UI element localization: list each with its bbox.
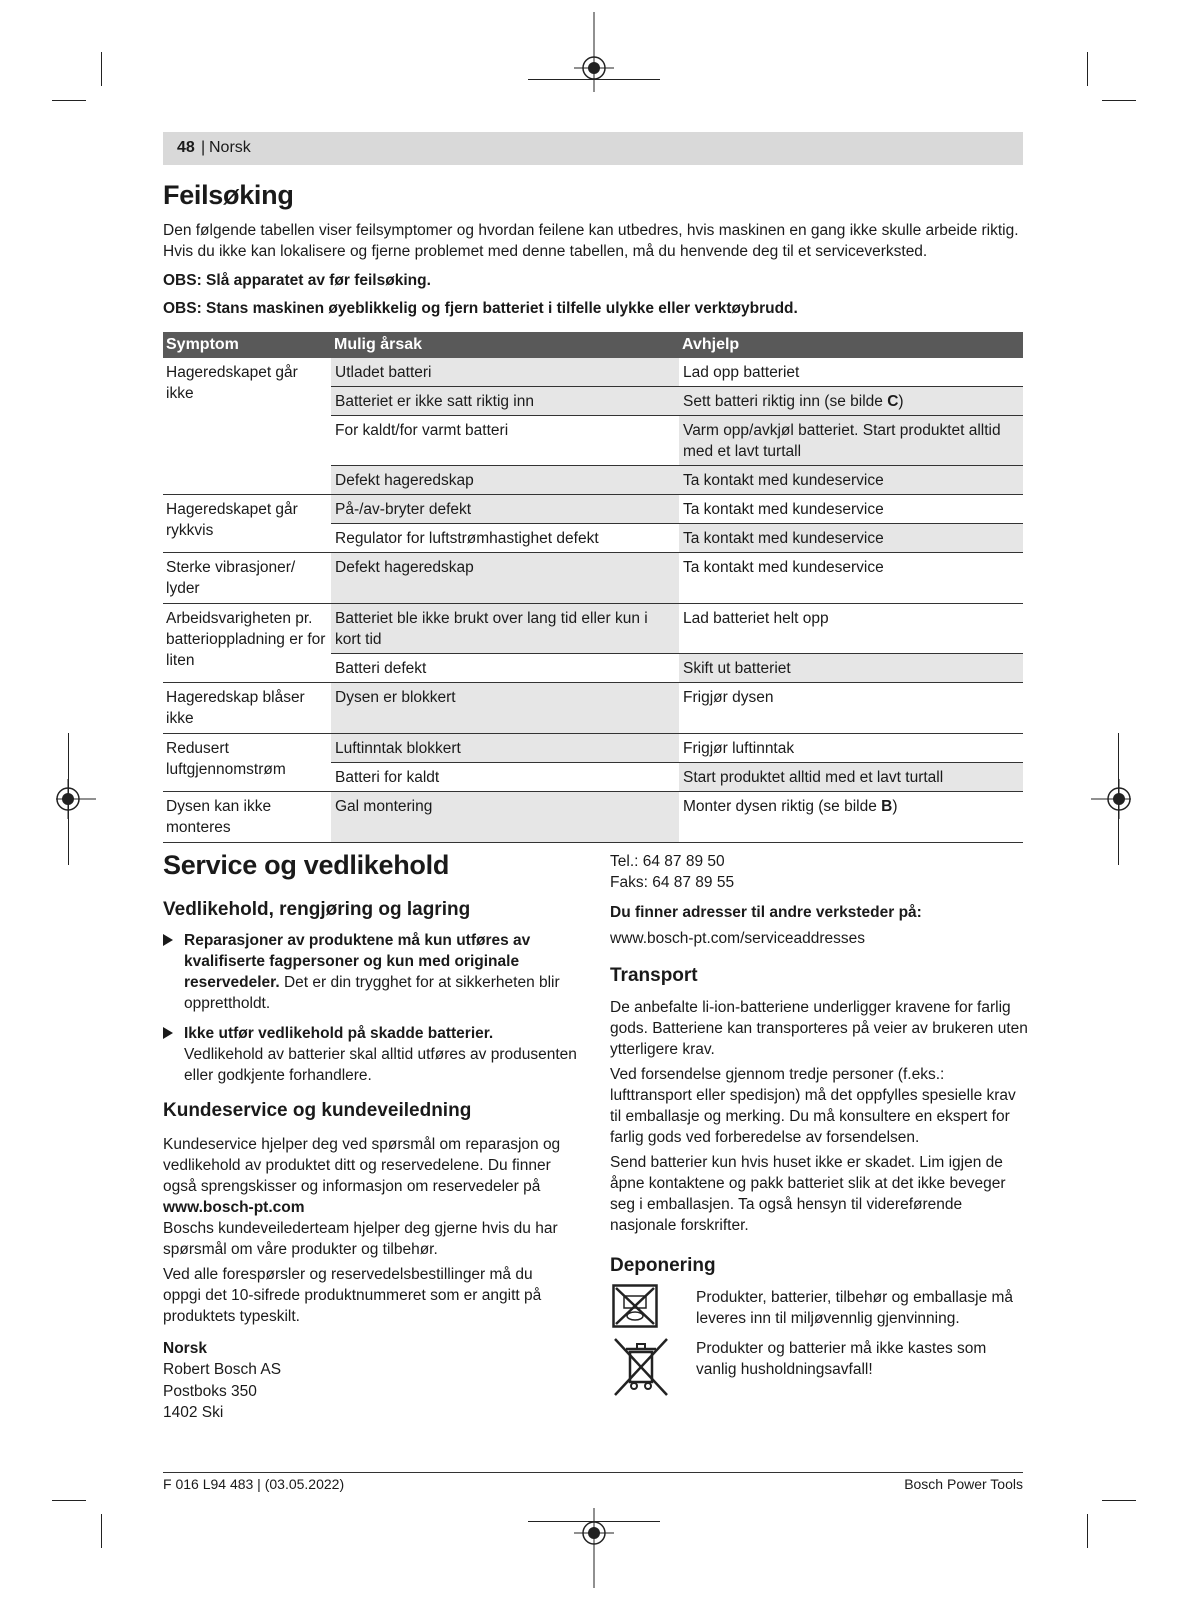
crop-mark: [52, 1500, 86, 1501]
crop-mark: [1102, 1500, 1136, 1501]
cause-cell: Dysen er blokkert: [331, 683, 679, 733]
page-header: [163, 132, 1023, 165]
remedy-cell: [679, 792, 1023, 842]
table-row: [331, 415, 1023, 465]
figure-ref: B: [881, 798, 893, 815]
table-row: [331, 553, 1023, 603]
registration-mark-icon: [1091, 779, 1131, 819]
footer-divider: [163, 1472, 1023, 1473]
symptom-cell: Sterke vibrasjoner/ lyder: [166, 559, 296, 597]
cause-cell: På-/av-bryter defekt: [331, 495, 679, 523]
table-group: [163, 495, 1023, 553]
customer-service-text: [163, 1134, 573, 1218]
table-row: [331, 358, 1023, 386]
transport-title: Transport: [610, 965, 698, 986]
obs-stop-machine: OBS: Stans maskinen øyeblikkelig og fjern batteriet i tilfelle ulykke eller verktøybrudd.: [163, 300, 798, 317]
obs-switch-off: OBS: Slå apparatet av før feilsøking.: [163, 272, 431, 289]
registration-mark-icon: [56, 779, 96, 819]
cause-cell: Luftinntak blokkert: [331, 734, 679, 762]
table-group: [163, 792, 1023, 843]
symptom-cell: Arbeidsvarigheten pr. batterioppladning er for liten: [166, 610, 326, 669]
symptom-cell: Hageredskap blåser ikke: [166, 689, 305, 727]
symptom-cell: Redusert luftgjennomstrøm: [166, 740, 286, 778]
page-number: 48: [177, 139, 195, 156]
footer-doc-id: F 016 L94 483 | (03.05.2022): [163, 1476, 345, 1492]
crop-mark: [52, 100, 86, 101]
remedy-cell: Skift ut batteriet: [679, 654, 1023, 682]
disposal-text-2: Produkter og batterier må ikke kastes som vanlig husholdningsavfall!: [696, 1340, 987, 1378]
advisor-team-text: Boschs kundeveilederteam hjelper deg gjerne hvis du har spørsmål om våre produkter og tilbehør.: [163, 1220, 558, 1258]
bullet-triangle-icon: [163, 934, 173, 946]
remedy-text-end: ): [892, 798, 898, 815]
header-separator: |: [201, 139, 206, 156]
bullet-bold-text: Reparasjoner av produktene må kun utføres av kvalifiserte fagpersoner og kun med originale reservedeler.: [184, 932, 531, 991]
table-group: [163, 734, 1023, 792]
service-title: Service og vedlikehold: [163, 850, 450, 880]
cause-cell: Batteriet er ikke satt riktig inn: [331, 387, 679, 415]
table-row: [331, 604, 1023, 653]
remedy-cell: Ta kontakt med kundeservice: [683, 501, 884, 518]
cause-text: Gal montering: [335, 798, 433, 815]
table-group: [163, 604, 1023, 683]
recycling-icon: [612, 1284, 658, 1328]
table-row: [331, 792, 1023, 842]
table-row: [331, 523, 1023, 552]
table-row: [331, 762, 1023, 791]
troubleshooting-title: Feilsøking: [163, 180, 294, 210]
cause-cell: Defekt hageredskap: [331, 553, 679, 603]
remedy-cell: Lad opp batteriet: [683, 364, 800, 381]
fax-number: Faks: 64 87 89 55: [610, 874, 735, 891]
address-company: Robert Bosch AS: [163, 1361, 282, 1378]
cause-cell: Batteri for kaldt: [331, 763, 679, 791]
figure-ref: C: [887, 393, 899, 410]
remedy-cell: Frigjør luftinntak: [683, 740, 795, 757]
table-row: [331, 653, 1023, 682]
remedy-cell: Ta kontakt med kundeservice: [683, 559, 884, 576]
bullet-triangle-icon: [163, 1027, 173, 1039]
remedy-text: Monter dysen riktig (se bilde: [683, 798, 882, 815]
footer-brand: Bosch Power Tools: [904, 1476, 1023, 1492]
crossed-bin-icon: [612, 1336, 670, 1398]
bullet-damaged-batteries: [163, 1023, 583, 1086]
phone-number: Tel.: 64 87 89 50: [610, 853, 725, 870]
header-symptom: Symptom: [166, 336, 239, 353]
cause-cell: Regulator for luftstrømhastighet defekt: [331, 524, 679, 552]
remedy-cell: Ta kontakt med kundeservice: [679, 466, 1023, 494]
remedy-cell: Frigjør dysen: [683, 689, 774, 706]
bullet-bold-text: Ikke utfør vedlikehold på skadde batterier.: [184, 1025, 494, 1042]
service-addresses-link[interactable]: www.bosch-pt.com/serviceaddresses: [610, 930, 865, 947]
header-cause: Mulig årsak: [334, 336, 423, 353]
header-remedy: Avhjelp: [682, 336, 740, 353]
cause-cell: Defekt hageredskap: [331, 466, 679, 494]
cause-cell: Utladet batteri: [331, 358, 679, 386]
header-language: Norsk: [209, 139, 251, 156]
symptom-cell: Dysen kan ikke monteres: [166, 798, 272, 836]
customer-service-p1: Kundeservice hjelper deg ved spørsmål om reparasjon og vedlikehold av produktet ditt og reservedelene. Du finner også sprengskisser og informasjon om reservedeler på: [163, 1136, 561, 1195]
table-group: [163, 358, 1023, 495]
crop-mark: [1087, 52, 1088, 86]
maintenance-title: Vedlikehold, rengjøring og lagring: [163, 899, 471, 920]
table-row: [331, 386, 1023, 415]
cause-cell: Batteri defekt: [331, 654, 679, 682]
transport-text-2: Ved forsendelse gjennom tredje personer (f.eks.: lufttransport eller spedisjon) må det oppfylles spesielle krav til emballasje og merking. Du må konsultere en ekspert for farlig gods ved forberedelse av forsendelsen.: [610, 1066, 1016, 1146]
remedy-cell: [679, 387, 1023, 415]
disposal-title: Deponering: [610, 1255, 716, 1276]
symptom-cell: Hageredskapet går rykkvis: [166, 501, 298, 539]
remedy-cell: Varm opp/avkjøl batteriet. Start produktet alltid med et lavt turtall: [679, 416, 1023, 465]
cause-cell: For kaldt/for varmt batteri: [331, 416, 679, 465]
crop-mark: [101, 1514, 102, 1548]
address-city: 1402 Ski: [163, 1404, 224, 1421]
transport-text-1: De anbefalte li-ion-batteriene underligger kravene for farlig gods. Batteriene kan transporteres på veier av brukeren uten ytterligere krav.: [610, 999, 1028, 1058]
troubleshooting-table: [163, 332, 1023, 843]
remedy-cell: Ta kontakt med kundeservice: [679, 524, 1023, 552]
crop-mark: [1087, 1514, 1088, 1548]
cause-cell: Batteriet ble ikke brukt over lang tid eller kun i kort tid: [331, 604, 679, 653]
table-header-row: [163, 332, 1023, 358]
crop-mark: [1102, 100, 1136, 101]
disposal-text-1: Produkter, batterier, tilbehør og emballasje må leveres inn til miljøvennlig gjenvinning.: [696, 1289, 1014, 1327]
bullet-repairs: [163, 930, 578, 1014]
bullet-text: Vedlikehold av batterier skal alltid utføres av produsenten eller godkjente forhandlere.: [184, 1046, 577, 1084]
troubleshooting-intro-2: Hvis du ikke kan lokalisere og fjerne problemet med denne tabellen, må du henvende deg til et serviceverksted.: [163, 243, 928, 260]
table-row: [331, 495, 1023, 523]
transport-text-3: Send batterier kun hvis huset ikke er skadet. Lim igjen de åpne kontaktene og pakk batteriet slik at det ikke beveger seg i emballasjen. Ta også hensyn til videreførende nasjonale forskrifter.: [610, 1154, 1006, 1234]
cause-cell: [331, 792, 679, 842]
product-number-text: Ved alle forespørsler og reservedelsbestillinger må du oppgi det 10-sifrede produktnummeret som er angitt på produktets typeskilt.: [163, 1266, 542, 1325]
other-workshops-label: Du finner adresser til andre verksteder på:: [610, 904, 922, 921]
registration-mark-icon: [574, 12, 614, 92]
symptom-cell: Hageredskapet går ikke: [166, 364, 298, 402]
bosch-url-link[interactable]: www.bosch-pt.com: [163, 1199, 305, 1216]
customer-service-title: Kundeservice og kundeveiledning: [163, 1100, 472, 1121]
registration-mark-icon: [574, 1508, 614, 1588]
address-country: Norsk: [163, 1340, 207, 1357]
table-group: [163, 553, 1023, 604]
troubleshooting-intro-1: Den følgende tabellen viser feilsymptomer og hvordan feilene kan utbedres, hvis maskinen en gang ikke skulle arbeide riktig.: [163, 222, 1019, 239]
table-row: [331, 734, 1023, 762]
crop-mark: [101, 52, 102, 86]
table-group: [163, 683, 1023, 734]
address-box: Postboks 350: [163, 1383, 257, 1400]
table-row: [331, 683, 1023, 733]
table-row: [331, 465, 1023, 494]
remedy-cell: Lad batteriet helt opp: [683, 610, 829, 627]
remedy-text: Sett batteri riktig inn (se bilde: [683, 393, 888, 410]
bullet-text: Det er din trygghet for at sikkerheten blir opprettholdt.: [184, 974, 560, 1012]
remedy-text-end: ): [898, 393, 904, 410]
remedy-cell: Start produktet alltid med et lavt turtall: [679, 763, 1023, 791]
